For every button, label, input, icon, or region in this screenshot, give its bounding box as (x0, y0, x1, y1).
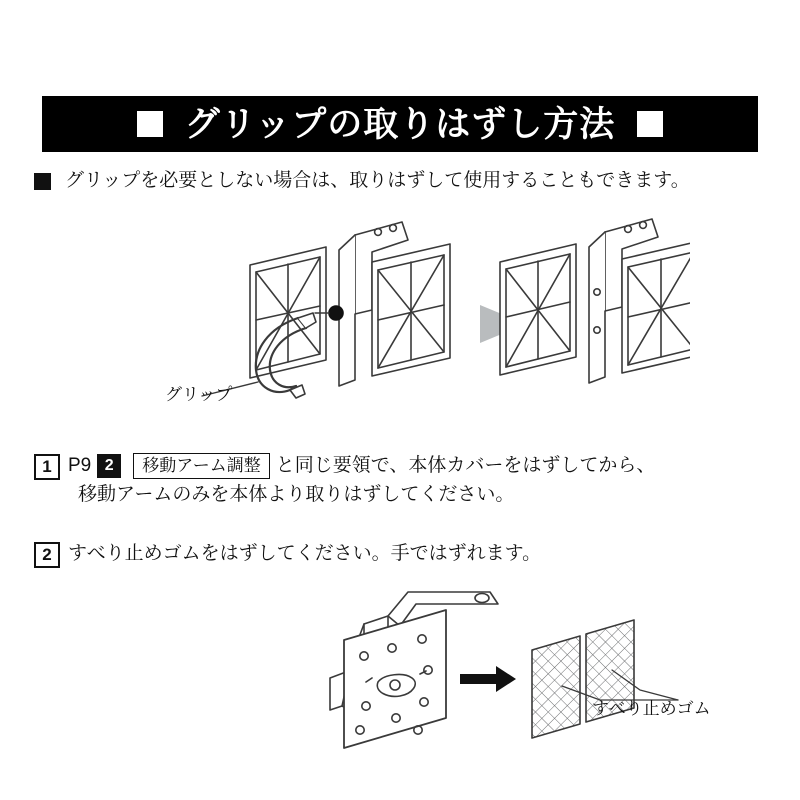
step-2-body (68, 540, 541, 569)
figure-label-grip: グリップ (165, 385, 233, 404)
figure-label-rubber-pad: すべり止めゴム (592, 699, 711, 718)
page-title: グリップの取りはずし方法 (184, 104, 616, 144)
step-1-line-1-text: と同じ要領で、本体カバーをはずしてから、 (275, 455, 656, 476)
figure-rubber-removal (300, 578, 740, 758)
lead-paragraph (34, 168, 690, 194)
bullet-square-icon (34, 173, 51, 190)
title-square-right-icon (637, 111, 663, 137)
figure-bottom-svg (300, 578, 740, 758)
step-1-line-1 (68, 452, 655, 481)
step-1-page-ref: P9 (68, 455, 92, 476)
step-1-ref-title-chip: 移動アーム調整 (133, 453, 270, 479)
step-2-number: 2 (34, 542, 60, 568)
title-square-left-icon (137, 111, 163, 137)
step-1 (34, 452, 655, 509)
step-1-ref-number-chip: 2 (97, 454, 121, 478)
lead-text: グリップを必要としない場合は、取りはずして使用することもできます。 (65, 170, 690, 191)
step-1-line-2: 移動アームのみを本体より取りはずしてください。 (78, 483, 515, 505)
step-2-line-1: すべり止めゴムをはずしてください。手ではずれます。 (68, 543, 542, 564)
step-2 (34, 540, 541, 569)
section-title-bar (42, 96, 758, 152)
step-1-number: 1 (34, 454, 60, 480)
step-1-body (68, 452, 655, 509)
